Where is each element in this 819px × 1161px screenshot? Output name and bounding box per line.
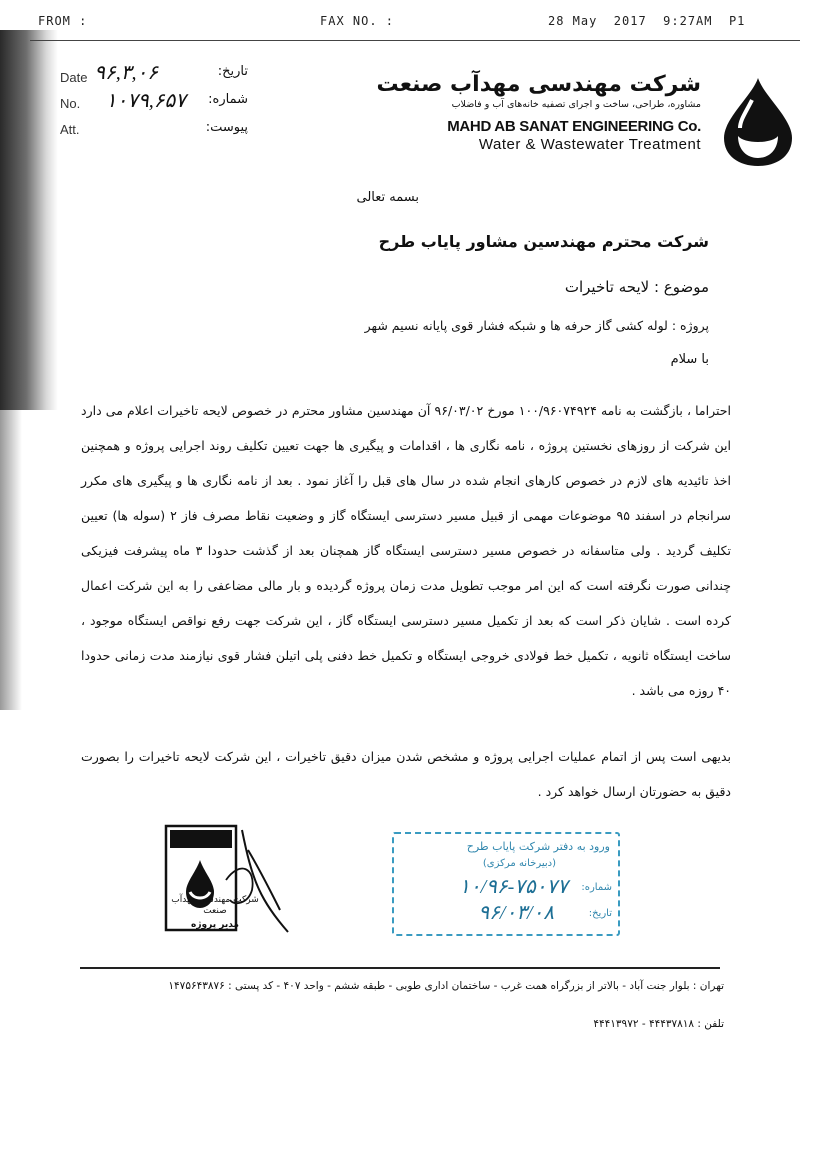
receipt-number-label: شماره: bbox=[581, 882, 612, 893]
fax-timestamp: 28 May 2017 9:27AM P1 bbox=[548, 14, 746, 28]
subject: موضوع : لایحه تاخیرات bbox=[564, 278, 709, 296]
scan-shadow bbox=[0, 30, 58, 410]
attachment-label: پیوست: bbox=[205, 120, 248, 135]
receipt-stamp-title: ورود به دفتر شرکت پایاب طرح bbox=[466, 840, 610, 853]
project-line: پروژه : لوله کشی گاز حرفه ها و شبکه فشار قوی پایانه نسیم شهر bbox=[364, 318, 709, 333]
body-paragraph-1: احتراما ، بازگشت به نامه ۱۰۰/۹۶۰۷۴۹۲۴ مورخ ۹۶/۰۳/۰۲ آن مهندسین مشاور محترم در خصوص لایحه تاخیرات اعلام می دارد این شرکت از روزهای نخستین پروژه ، نامه نگاری ها ، اقدامات و پیگیری ها جهت تعیین تکلیف روند اجرایی پروژه و همچنین اخذ تائیدیه های لازم در خصوص کارهای انجام شده در سال های قبل را آغاز نمود . بعد از نامه نگاری ها و پیگیری های مکرر سرانجام در اسفند ۹۵ موضوعات مهمی از قبیل مسیر دسترسی ایستگاه گاز و وضعیت نقاط مصرف فاز ۲ (سوله ها) تعیین تکلیف گردید . ولی متاسفانه در خصوص مسیر دسترسی ایستگاه گاز همچنان بعد از گذشت حدودا ۳ ماه پیشرفت فیزیکی چندانی صورت نگرفته است که این امر موجب تطویل مدت زمان پروژه گردیده و بار مالی مضاعفی را به این شرکت اعمال کرده است . شایان ذکر است که بعد از تکمیل مسیر دسترسی ایستگاه گاز ، این شرکت جهت رفع نواقص ایستگاه موجود ، ساخت ایستگاه ثانویه ، تکمیل خط فولادی خروجی ایستگاه و تکمیل خط دفنی پلی اتیلن فشار قوی نیازمند مدت زمانی حدودا ۴۰ روزه می باشد . bbox=[81, 403, 732, 698]
attachment-field bbox=[58, 120, 248, 142]
recipient: شرکت محترم مهندسین مشاور پایاب طرح bbox=[378, 232, 709, 251]
receipt-stamp-subtitle: (دبیرخانه مرکزی) bbox=[482, 858, 556, 869]
date-value: ۹۶,۳,۰۶ bbox=[94, 62, 158, 84]
date-field bbox=[58, 64, 248, 86]
receipt-date-value: ۹۶/۰۳/۰۸ bbox=[478, 902, 554, 924]
greeting: با سلام bbox=[670, 352, 709, 367]
company-subtitle-fa: مشاوره، طراحی، ساخت و اجرای تصفیه خانه‌های آب و فاضلاب bbox=[451, 99, 701, 110]
attachment-label-en: Att. bbox=[60, 122, 80, 137]
receipt-number-value: ۱۰/۹۶-۷۵۰۷۷ bbox=[459, 876, 568, 898]
company-name-fa: شرکت مهندسی مهدآب صنعت bbox=[376, 72, 701, 97]
footer-phones: تلفن : ۴۴۴۳۷۸۱۸ - ۴۴۴۱۳۹۷۲ bbox=[593, 1018, 724, 1030]
signature-stamp-title: مدیر پروژه bbox=[191, 920, 239, 930]
number-label-en: No. bbox=[60, 96, 81, 111]
fax-from-label: FROM : bbox=[38, 14, 88, 28]
number-value: ۱۰۷۹,۶۵۷ bbox=[105, 90, 186, 112]
water-drop-logo-icon bbox=[712, 74, 804, 170]
footer-address: تهران : بلوار جنت آباد - بالاتر از بزرگراه همت غرب - ساختمان اداری طوبی - طبقه ششم - واحد ۴۰۷ - کد پستی : ۱۴۷۵۶۴۳۸۷۶ bbox=[168, 980, 724, 992]
fax-number-label: FAX NO. : bbox=[320, 14, 395, 28]
footer-rule bbox=[80, 967, 720, 969]
number-field bbox=[58, 92, 248, 114]
receipt-stamp bbox=[392, 832, 620, 936]
body-paragraph-2: بدیهی است پس از اتمام عملیات اجرایی پروژه و مشخص شدن میزان دقیق تاخیرات ، این شرکت لایحه تاخیرات را بصورت دقیق به حضورتان ارسال خواهد کرد . bbox=[81, 749, 731, 799]
receipt-date-label: تاریخ: bbox=[588, 908, 612, 919]
number-label: شماره: bbox=[208, 92, 248, 107]
date-label-en: Date bbox=[60, 70, 88, 85]
company-tagline-en: Water & Wastewater Treatment bbox=[478, 136, 701, 153]
scan-shadow-lower bbox=[0, 410, 22, 710]
fax-header-rule bbox=[30, 40, 800, 41]
salutation: بسمه تعالی bbox=[356, 190, 419, 205]
company-name-en: MAHD AB SANAT ENGINEERING Co. bbox=[447, 118, 701, 135]
signature-stamp-company: شرکت مهندسی مهدآب صنعت bbox=[171, 895, 259, 916]
date-label: تاریخ: bbox=[217, 64, 248, 79]
